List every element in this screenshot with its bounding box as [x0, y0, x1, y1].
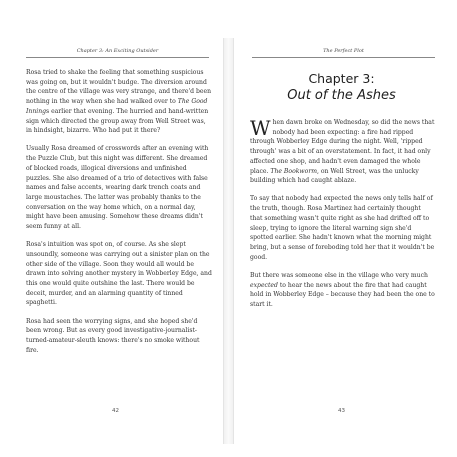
book-title-italic: The Good Inning: [26, 98, 208, 115]
left-page-number: 42: [112, 408, 119, 414]
chapter-title: Out of the Ashes: [287, 88, 396, 103]
right-paragraph-3: But there was someone else in the village who very much expected to hear the news about the fire that had caught hold in Wobberley Edge – because they had been the one to start it.: [250, 271, 435, 308]
expected-italic: expected: [250, 281, 278, 289]
left-paragraph-1: Rosa tried to shake the feeling that something suspicious was going on, but it wouldn't budge. The diversion around the centre of the village was very strange, and there'd been nothing in the way when she had walked over to The Good Innings earlier that evening. The hurried and hand-written sign which directed the group away from Well Street was, in hindsight, bizarre. Who had put it there?: [26, 69, 212, 135]
right-paragraph-1: When dawn broke on Wednesday, so did the news that nobody had been expecting: a fire had ripped through Wobberley Edge during the night. Well, 'ripped through' was a bit of an overstatement. In fact, it had only affected one shop, and hadn't even damaged the whole place. The Bookworm, on Well Street, was the unlucky building which had caught ablaze.: [250, 116, 435, 185]
book-gutter: [224, 38, 233, 444]
drop-cap: W: [250, 116, 271, 140]
right-running-head: The Perfect Plot: [252, 48, 435, 58]
left-paragraph-4: Rosa had seen the worrying signs, and she hoped she'd been wrong. But as every good investigative-journalist-turned-amateur-sleuth knows: there's no smoke without fire.: [26, 317, 200, 354]
chapter-label: Chapter 3:: [308, 71, 375, 86]
left-page: [8, 38, 224, 444]
left-paragraph-2: Usually Rosa dreamed of crosswords after an evening with the Puzzle Club, but this night was different. She dreamed of blocked roads, illogical diversions and unfinished puzzles. She also dreamed of a trio of detectives with false names and false accents, wearing dark trench coats and large moustaches. The latter was probably thanks to the conversation on the way home which, on a normal day, might have been amusing. Somehow these dreams didn't seem funny at all.: [26, 145, 209, 231]
left-body-text: [26, 68, 213, 364]
right-page-number: 43: [338, 408, 345, 414]
left-running-head: Chapter 3: An Exciting Outsider: [26, 48, 209, 58]
right-paragraph-2: To say that nobody had expected the news only tells half of the truth, though. Rosa Martinez had certainly thought that something wasn't quite right as she had drifted off to sleep, trying to ignore the literal warning sign she'd spotted earlier. She hadn't known what the morning might bring, but a sense of foreboding told her that it wouldn't be good.: [250, 195, 435, 261]
shop-name-italic: The Bookworm: [270, 167, 318, 175]
right-body-text: [250, 118, 435, 318]
left-paragraph-3: Rosa's intuition was spot on, of course. As she slept unsoundly, someone was carrying out a sinister plan on the other side of the village. Soon they would all would be drawn into solving another mystery in Wobberley Edge, and this one would quite outshine the last. There would be deceit, murder, and an alarming quantity of tinned spaghetti.: [26, 241, 212, 307]
right-page: [233, 38, 449, 444]
